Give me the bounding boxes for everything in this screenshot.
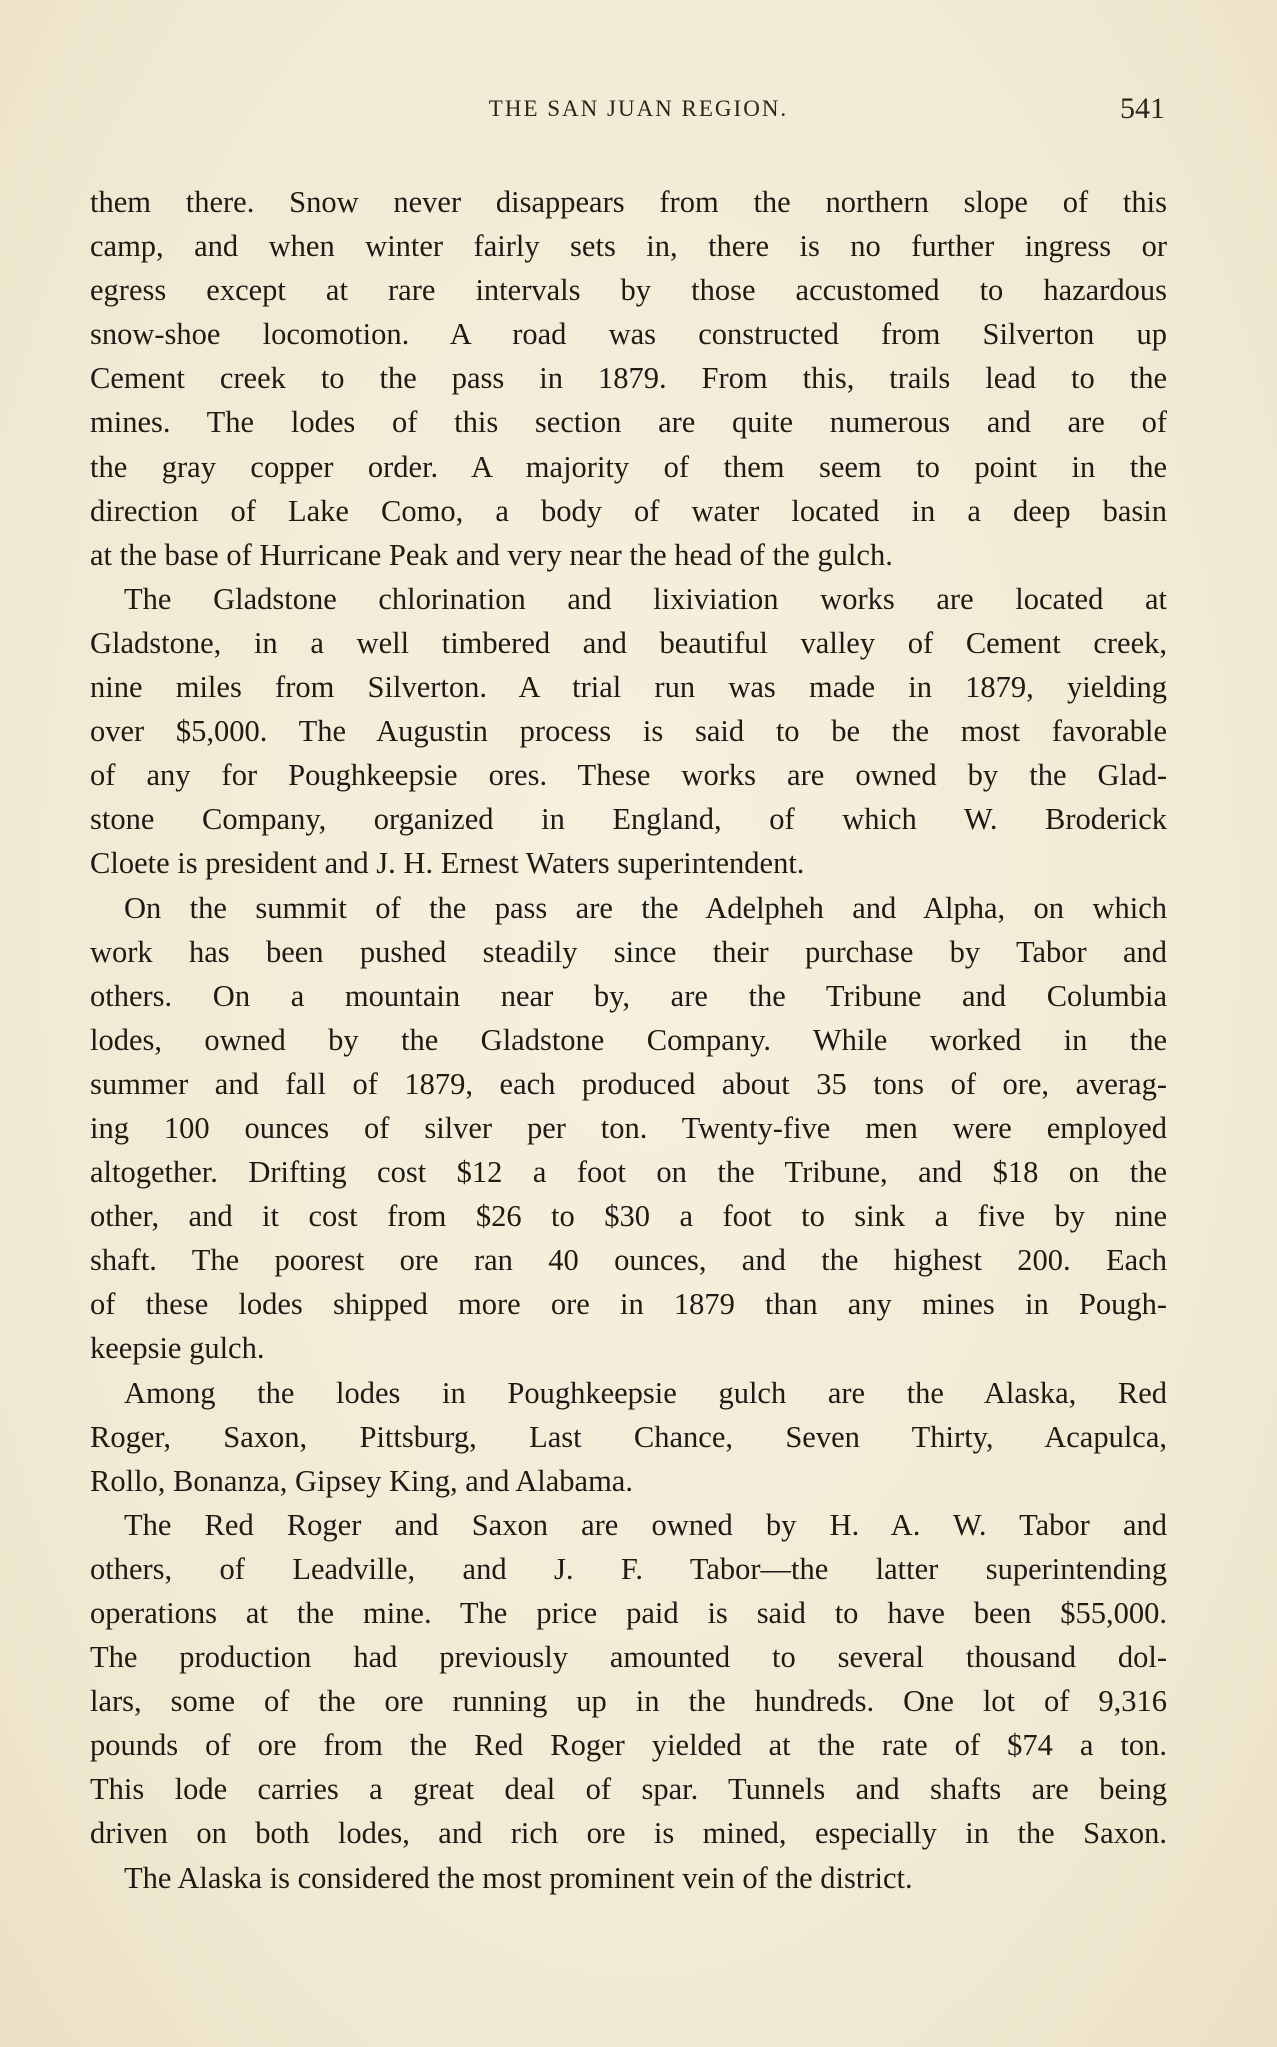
text-line: the gray copper order. A majority of them seem to point in the <box>90 449 1167 484</box>
text-line: at the base of Hurricane Peak and very near the head of the gulch. <box>90 537 893 572</box>
text-line: keepsie gulch. <box>90 1331 265 1366</box>
text-line: of these lodes shipped more ore in 1879 than any mines in Pough- <box>90 1287 1167 1322</box>
text-line: driven on both lodes, and rich ore is mined, especially in the Saxon. <box>90 1816 1167 1851</box>
text-line: operations at the mine. The price paid is said to have been $55,000. <box>90 1596 1167 1630</box>
text-line: This lode carries a great deal of spar. Tunnels and shafts are being <box>90 1772 1167 1807</box>
text-line: of any for Poughkeepsie ores. These works are owned by the Glad- <box>90 758 1167 793</box>
text-line: Gladstone, in a well timbered and beautiful valley of Cement creek, <box>90 625 1167 660</box>
text-line: snow-shoe locomotion. A road was constructed from Silverton up <box>90 317 1167 352</box>
text-line: The Gladstone chlorination and lixiviation works are located at <box>124 581 1167 616</box>
text-line: lodes, owned by the Gladstone Company. While worked in the <box>90 1022 1167 1057</box>
text-line: camp, and when winter fairly sets in, there is no further ingress or <box>90 229 1167 264</box>
text-line: The production had previously amounted to several thousand dol- <box>90 1640 1167 1675</box>
text-line: ing 100 ounces of silver per ton. Twenty-five men were employed <box>90 1110 1167 1145</box>
text-line: The Red Roger and Saxon are owned by H. A. W. Tabor and <box>124 1507 1167 1542</box>
text-line: stone Company, organized in England, of which W. Broderick <box>90 802 1167 837</box>
running-head <box>0 92 1277 136</box>
running-title: THE SAN JUAN REGION. <box>488 96 789 121</box>
page-number: 541 <box>1120 92 1165 125</box>
text-line: lars, some of the ore running up in the hundreds. One lot of 9,316 <box>90 1684 1167 1719</box>
text-line: altogether. Drifting cost $12 a foot on the Tribune, and $18 on the <box>90 1155 1167 1190</box>
text-line: Among the lodes in Poughkeepsie gulch are the Alaska, Red <box>124 1375 1167 1410</box>
text-line: Rollo, Bonanza, Gipsey King, and Alabama. <box>90 1463 633 1498</box>
text-line: other, and it cost from $26 to $30 a foot to sink a five by nine <box>90 1199 1167 1234</box>
text-line: others. On a mountain near by, are the Tribune and Columbia <box>90 978 1167 1013</box>
text-line: others, of Leadville, and J. F. Tabor—the latter superintending <box>90 1551 1167 1586</box>
text-line: summer and fall of 1879, each produced about 35 tons of ore, averag- <box>90 1066 1167 1101</box>
text-line: pounds of ore from the Red Roger yielded at the rate of $74 a ton. <box>90 1728 1167 1763</box>
text-line: Cloete is president and J. H. Ernest Waters superintendent. <box>90 846 805 881</box>
text-line: egress except at rare intervals by those accustomed to hazardous <box>90 273 1167 308</box>
text-line: work has been pushed steadily since their purchase by Tabor and <box>90 934 1167 969</box>
text-line: mines. The lodes of this section are quite numerous and are of <box>90 405 1167 440</box>
text-line: direction of Lake Como, a body of water located in a deep basin <box>90 493 1167 528</box>
text-line: over $5,000. The Augustin process is said to be the most favorable <box>90 714 1167 749</box>
text-line: nine miles from Silverton. A trial run was made in 1879, yielding <box>90 670 1167 705</box>
text-line: shaft. The poorest ore ran 40 ounces, and the highest 200. Each <box>90 1243 1167 1278</box>
text-line: On the summit of the pass are the Adelpheh and Alpha, on which <box>124 890 1167 925</box>
text-line: The Alaska is considered the most prominent vein of the district. <box>124 1860 913 1895</box>
text-line: Cement creek to the pass in 1879. From this, trails lead to the <box>90 361 1167 396</box>
body-text <box>90 180 1167 1900</box>
text-line: Roger, Saxon, Pittsburg, Last Chance, Seven Thirty, Acapulca, <box>90 1419 1167 1454</box>
text-line: them there. Snow never disappears from the northern slope of this <box>90 185 1167 219</box>
